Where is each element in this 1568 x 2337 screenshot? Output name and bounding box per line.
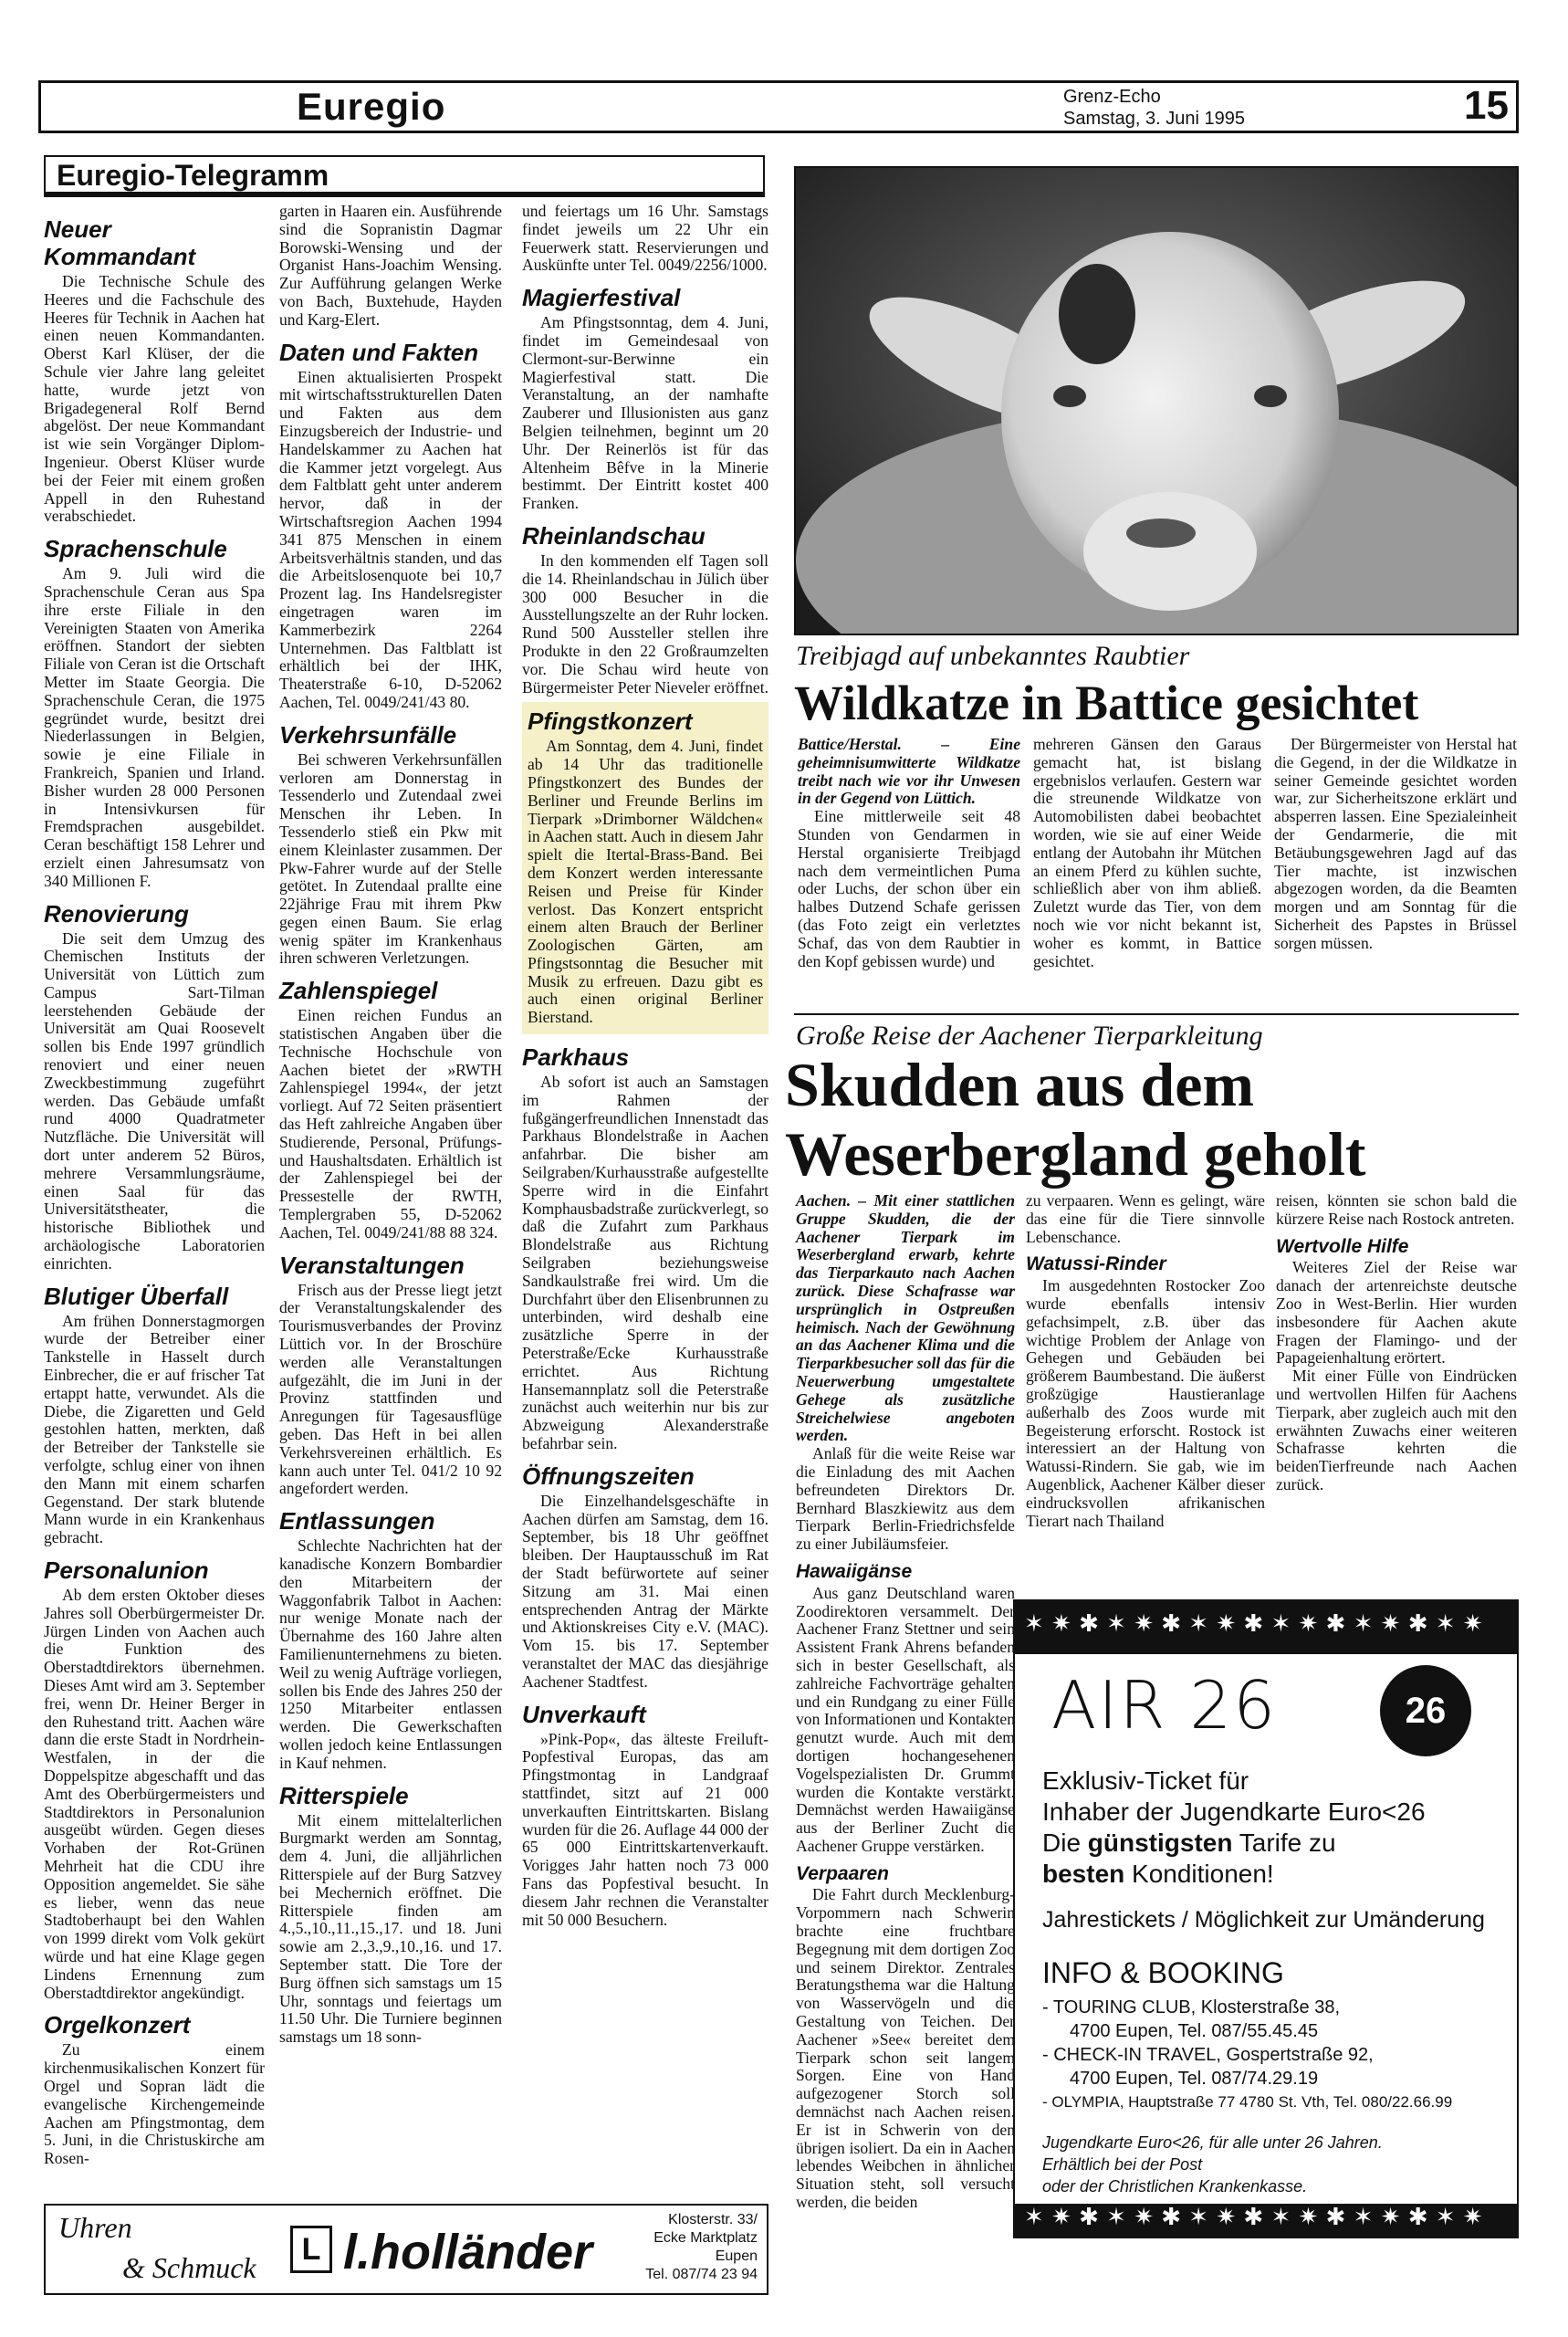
article-text: reisen, könnten sie schon bald die kürzere Reise nach Rostock antreten. — [1276, 1191, 1517, 1228]
article-text: Zu einem kirchenmusikalischen Konzert für Orgel und Sopran lädt die evangelische Kirchengemeinde Aachen am Pfingstmontag, dem 5. Juni, in die Christuskirche am Rosen- — [44, 2040, 265, 2168]
air26-logo-icon — [1380, 1665, 1471, 1756]
paper-date: Samstag, 3. Juni 1995 — [1063, 109, 1246, 129]
ad-top-band: ✶ ✷ ✱ ✶ ✷ ✱ ✶ ✷ ✱ ✶ ✷ ✱ ✶ ✷ ✱ ✶ ✷ — [1015, 1601, 1517, 1654]
ad-text: & Schmuck — [122, 2251, 256, 2284]
article-text: Die Einzelhandelsgeschäfte in Aachen dürfen am Samstag, dem 16. September, bis 18 Uhr geöffnet bleiben. Der Hauptausschuß im Rat der Stadt befürwortete auf seiner Sitzung am 31. Mai einen entsprechenden Antrag der Märkte und Aktionskreises City e.V. (MAC). Vom 15. bis 17. September veranstaltet der MAC das diesjährige Aachener Stadtfest. — [522, 1491, 768, 1691]
article-text: »Pink-Pop«, das älteste Freiluft-Popfestival Europas, das am Pfingstmontag in Landgraaf stattfindet, sitzt auf 21 000 unverkauften Eintrittskarten. Bislang wurden für die 26. Auflage 44 000 der 65 000 Eintrittskartenverkauft. Vorigges Jahr hatten noch 73 000 Fans das Popfestival besucht. In diesem Jahr rechnen die Veranstalter mit 50 000 Besuchern. — [522, 1729, 768, 1929]
article-text: Weiteres Ziel der Reise war danach der artenreichste deutsche Zoo in West-Berlin. Hier wurden insbesondere für Aachen akute Fragen der Flamingo- und der Papageienhaltung erörtert. — [1276, 1258, 1517, 1368]
ad-line: Jahrestickets / Möglichkeit zur Umänderung — [1042, 1907, 1485, 1933]
article-text: Bei schweren Verkehrsunfällen verloren am Donnerstag in Tessenderlo und Zutendaal zwei Menschen ihr Leben. In Tessenderlo stieß ein Pkw mit einem Kleinlaster zusammen. Der Pkw-Fahrer wurde auf der Stelle getötet. In Zutendaal prallte eine 22jährige Frau mit ihrem Pkw gegen einen Baum. Sie erlag wenig später im Krankenhaus ihren schweren Verletzungen. — [279, 749, 502, 968]
telegram-title: Euregio-Telegramm — [57, 159, 329, 192]
article-text: Einen aktualisierten Prospekt mit wirtschaftsstrukturellen Daten und Fakten aus dem Einzugsbereich der Industrie- und Handelskammer zu Aachen hat die Kammer jetzt vorgelegt. Aus dem Faltblatt geht unter anderem hervor, daß in der Wirtschaftsregion Aachen 1994 341 875 Menschen in einem Arbeitsverhältnis standen, und das die Arbeitslosenquote bei 10,7 Prozent lag. Ins Handelsregister eingetragen waren im Kammerbezirk 2264 Unternehmen. Das Faltblatt ist erhältlich bei der IHK, Theaterstraße 6-10, D-52062 Aachen, Tel. 0049/241/43 80. — [279, 367, 502, 711]
sheep-photo-image — [796, 168, 1519, 635]
article-heading: Neuer Kommandant — [44, 215, 196, 270]
ad-booking-line: 4700 Eupen, Tel. 087/74.29.19 — [1070, 2069, 1319, 2089]
article-subheading: Watussi-Rinder — [1026, 1253, 1166, 1275]
article-heading: Daten und Fakten — [279, 338, 479, 366]
article-text: Schlechte Nachrichten hat der kanadische Konzern Bombardier den Mitarbeitern der Waggonfabrik Talbot in Aachen: nur wenige Monate nach der Übernahme des 160 Jahre alten Familienunternehmens zu bieten. Weil zu wenig Aufträge vorliegen, sollen bis Ende des Jahres 250 der 1250 Mitarbeiter entlassen werden. Die Gewerkschaften wollen jedoch keine Entlassungen in Kauf nehmen. — [279, 1536, 502, 1772]
ad-footnote: Jugendkarte Euro<26, für alle unter 26 Jahren. — [1042, 2133, 1383, 2152]
ad-bottom-band: ✶ ✷ ✱ ✶ ✷ ✱ ✶ ✷ ✱ ✶ ✷ ✱ ✶ ✷ ✱ ✶ ✷ — [1015, 2204, 1517, 2237]
wildkatze-col-3 — [1274, 736, 1517, 953]
paper-name: Grenz-Echo — [1063, 87, 1161, 107]
article-text: Anlaß für die weite Reise war die Einladung des mit Aachen befreundeten Direktors Dr. Bernhard Blaszkiewitz aus dem Tierpark Berlin-Friedrichsfelde zu einer Jubiläumsfeier. — [796, 1444, 1015, 1554]
column-2 — [279, 203, 502, 2047]
wildkatze-headline: Wildkatze in Battice gesichtet — [794, 676, 1419, 730]
article-text: Die Technische Schule des Heeres und die Fachschule des Heeres für Technik in Aachen hat einen neuen Kommandanten. Oberst Karl Klüser, der die Schule vier Jahre lang geleitet hatte, wurde jetzt von Brigadegeneral Rolf Bernd abgelöst. Der neue Kommandant ist wie sein Vorgänger Diplom-Ingenieur. Oberst Klüser wurde bei der Feier mit einem großen Appell in den Ruhestand verabschiedet. — [44, 272, 265, 526]
ad-line: Exklusiv-Ticket für — [1042, 1766, 1249, 1795]
article-text: Am frühen Donnerstagmorgen wurde der Betreiber einer Tankstelle in Hasselt durch Einbrecher, die er auf frischer Tat ertappt hatte, verwundet. Als die Diebe, die Zigaretten und Geld gestohlen hatten, merkten, daß der Betreiber der Tankstelle sie verfolgte, schlug einer von ihnen den Mann mit einem scharfen Gegenstand. Der stark blutende Mann wurde in ein Krankenhaus gebracht. — [44, 1311, 265, 1547]
brand-name: l.holländer — [343, 2225, 593, 2279]
article-heading: Pfingstkonzert — [528, 707, 693, 736]
column-3 — [522, 203, 768, 1929]
ad-line: besten Konditionen! — [1042, 1860, 1274, 1888]
wildkatze-col-2 — [1033, 736, 1261, 970]
ad-text: Uhren — [58, 2211, 132, 2244]
article-text: Frisch aus der Presse liegt jetzt der Veranstaltungskalender des Tourismusverbandes der Provinz Lüttich vor. In der Broschüre werden alle Veranstaltungen aufgezählt, die im Juni in der Provinz stattfinden und Anregungen für Tagesausflüge geben. Das Heft in bei allen Verkehrsvereinen erhältlich. Es kann auch unter Tel. 041/2 10 92 angefordert werden. — [279, 1280, 502, 1498]
article-heading: Entlassungen — [279, 1507, 435, 1535]
air26-ad — [1013, 1599, 1519, 2238]
skudden-col-3 — [1276, 1192, 1517, 1494]
article-heading: Verkehrsunfälle — [279, 720, 457, 749]
ad-booking-line: 4700 Eupen, Tel. 087/55.45.45 — [1070, 2021, 1319, 2041]
article-subheading: Hawaiigänse — [796, 1560, 913, 1582]
sheep-photo — [794, 166, 1519, 635]
ad-booking-line: - TOURING CLUB, Klosterstraße 38, — [1042, 1997, 1341, 2017]
article-heading: Blutiger Überfall — [44, 1282, 229, 1310]
article-text: Am Sonntag, dem 4. Juni, findet ab 14 Uhr das traditionelle Pfingstkonzert des Bundes der Berliner und Freunde Berlins im Tierpark »Drimborner Wäldchen« in Aachen statt. Auch in diesem Jahr spielt die Itertal-Brass-Band. Bei dem Konzert werden interessante Reisen und Preise für Kinder verlost. Das Konzert entspricht einem alten Brauch der Berliner Zoologischen Gärten, am Pfingstsonntag die Besucher mit Musik zu erfreuen. Dazu gibt es auch einen original Berliner Bierstand. — [528, 737, 763, 1027]
article-heading: Veranstaltungen — [279, 1251, 465, 1279]
article-text: Mit einer Fülle von Eindrücken und wertvollen Hilfen für Aachens Tierpark, aber zugleich auch mit den erwähnten Zuwachs einer weiteren Schafrasse kehrten die beidenTierfreunde nach Aachen zurück. — [1276, 1367, 1517, 1493]
article-subheading: Verpaaren — [796, 1862, 889, 1884]
ad-booking-line: - OLYMPIA, Hauptstraße 77 4780 St. Vth, Tel. 080/22.66.99 — [1042, 2093, 1453, 2111]
article-text: Ab sofort ist auch an Samstagen im Rahmen der fußgängerfreundlichen Innenstadt das Parkhaus Blondelstraße in Aachen anfahrbar. Die bisher am Seilgraben/Kurhausstraße aufgestellte Sperre wird in die Einfahrt Komphausbadstraße zurückverlegt, so daß die Zufahrt zum Parkhaus Blondelstraße aus Richtung Seilgraben beziehungsweise Sandkaulstraße frei wird. Um die Durchfahrt über den Elisenbrunnen zu unterbinden, wird deshalb eine zusätzliche Sperre in der Peterstraße/Ecke Kurhausstraße errichtet. Aus Richtung Hansemannplatz soll die Peterstraße zunächst auch weiterhin nur bis zur Abzweigung Alexanderstraße befahrbar sein. — [522, 1073, 768, 1453]
article-heading: Renovierung — [44, 899, 189, 927]
ad-badge: 26 — [1405, 1691, 1447, 1731]
telegram-banner — [44, 155, 765, 197]
ad-title: AIR 26 — [1051, 1667, 1278, 1744]
article-text: Im ausgedehnten Rostocker Zoo wurde ebenfalls intensiv gefachsimpelt, z.B. über das wichtige Problem der Anlage von Gehegen und Gebäuden bei größerem Baumbestand. Die äußerst großzügige Haustieranlage außerhalb des Zoos wurde mit Begeisterung erforscht. Rostock ist interessiert an der Haltung von Watussi-Rindern. Sie gab, wie im Augenblick, Aachener Kälber dieser eindrucksvollen afrikanischen Tierart nach Thailand — [1026, 1276, 1265, 1530]
wildkatze-kicker: Treibjagd auf unbekanntes Raubtier — [796, 641, 1190, 671]
article-heading: Personalunion — [44, 1556, 209, 1584]
ad-line: Die günstigsten Tarife zu — [1042, 1829, 1336, 1857]
article-heading: Zahlenspiegel — [279, 977, 438, 1005]
page-number: 15 — [1464, 83, 1509, 128]
divider — [794, 1013, 1519, 1015]
hollaender-ad — [44, 2204, 768, 2295]
article-heading: Parkhaus — [522, 1043, 630, 1072]
article-heading: Öffnungszeiten — [522, 1462, 695, 1490]
article-heading: Rheinlandschau — [522, 521, 706, 550]
page-header — [38, 80, 1519, 133]
article-text: garten in Haaren ein. Ausführende sind die Sopranistin Dagmar Borowski-Wensing und der Organist Hans-Joachim Wensing. Zur Aufführung gelangen Werke von Bach, Buxtehude, Hayden und Karg-Elert. — [279, 202, 502, 329]
article-heading: Ritterspiele — [279, 1781, 409, 1809]
wildkatze-lead: Battice/Herstal. – Eine geheimnisumwitterte Wildkatze treibt nach wie vor ihr Unwesen in der Gegend von Lüttich. — [798, 735, 1020, 808]
article-text: mehreren Gänsen den Garaus gemacht hat, ist bislang ergebnislos verlaufen. Gestern war die streunende Wildkatze von Automobilisten dabei beobachtet worden, wie sie auf einer Weide entlang der Autobahn ihr Mütchen an einem Pferd zu kühlen suchte, schließlich aber von ihm abließ. Zuletzt wurde das Tier, von dem noch wie vor nicht bekannt ist, woher es kommt, in Battice gesichtet. — [1033, 735, 1261, 970]
article-text: Die seit dem Umzug des Chemischen Instituts der Universität von Lüttich zum Campus Sart-Tilman leerstehenden Gebäude der Universität am Quai Roosevelt sollen bis Ende 1997 gründlich renoviert und einer neuen Zweckbestimmung zugeführt werden. Das Gebäude umfaßt rund 4000 Quadratmeter Nutzfläche. Die Universität will dort unter anderem 52 Büros, mehrere Versammlungsräume, einen Saal für das Universitätstheater, die historische Bibliothek und archäologische Laboratorien einrichten. — [44, 928, 265, 1273]
column-1 — [44, 215, 265, 2168]
article-text: Ab dem ersten Oktober dieses Jahres soll Oberbürgermeister Dr. Jürgen Linden von Aachen auch die Funktion des Oberstadtdirektors übernehmen. Dieses Amt wird am 3. September frei, wenn Dr. Heiner Berger in den Ruhestand tritt. Aachen wäre dann die erste Stadt in Nordrhein-Westfalen, in der die Doppelspitze abgeschafft und das Amt des Oberbürgermeisters und Stadtdirektors in Personalunion ausgeübt würden. Gegen dieses Vorhaben der Rot-Grünen Mehrheit hat die CDU ihre Opposition angemeldet. Sie sähe es lieber, wenn das neue Stadtoberhaupt bei den Wahlen von 1999 direkt vom Volk gekürt würde und hat eine Klage gegen Lindens Ernennung zum Oberstadtdirektor angekündigt. — [44, 1586, 265, 2002]
article-text: Am 9. Juli wird die Sprachenschule Ceran aus Spa ihre erste Filiale in den Vereinigten Staaten von Amerika eröffnen. Standort der siebten Filiale von Ceran ist die Ortschaft Metter im Staate Georgia. Die Sprachenschule Ceran, die 1975 gegründet wurde, besitzt drei Niederlassungen in Belgien, sowie je eine Filiale in Frankreich, Spanien und Irland. Bisher wurden 28 000 Personen in Intensivkursen für Fremdsprachen ausgebildet. Ceran beschäftigt 158 Lehrer und erzielt einen Jahresumsatz von 340 Millionen F. — [44, 564, 265, 890]
article-heading: Sprachenschule — [44, 535, 227, 563]
paper-info — [1063, 86, 1245, 130]
skudden-kicker: Große Reise der Aachener Tierparkleitung — [796, 1021, 1263, 1051]
skudden-lead: Aachen. – Mit einer stattlichen Gruppe Skudden, die der Aachener Tierpark im Weserbergland erwarb, kehrte das Tierparkauto nach Aachen zurück. Diese Schafrasse war ursprünglich in Ostpreußen heimisch. Nach der Gewöhnung an das Aachener Klima und die Tierparkbesucher soll das für die Neuerwerbung umgestaltete Gehege als zusätzliche Streichelwiese angeboten werden. — [796, 1191, 1015, 1445]
article-text: Die Fahrt durch Mecklenburg-Vorpommern nach Schwerin brachte eine fruchtbare Begegnung mit dem dortigen Zoo und seinem Direktor. Zentrales Beratungsthema war die Haltung von Wasservögeln und die Gestaltung von Teichen. Der Aachener »See« bereitet dem Tierpark schon seit langem Sorgen. Eine von Hand aufgezogener Storch soll demnächst nach Aachen reisen. Er ist in Schwerin von den übrigen isoliert. Da ein in Aachen lebendes Weibchen in ähnlicher Situation steht, soll versucht werden, die beiden — [796, 1885, 1015, 2212]
article-text: zu verpaaren. Wenn es gelingt, wäre das eine für die Tiere sinnvolle Lebenschance. — [1026, 1191, 1265, 1246]
ad-footnote: oder der Christlichen Krankenkasse. — [1042, 2177, 1308, 2196]
article-text: Der Bürgermeister von Herstal hat die Gegend, in der die Wildkatze in seiner Gemeinde gesichtet worden war, zur Sicherheitszone erklärt und absperren lassen. Eine Spezialeinheit der Gendarmerie, die mit Betäubungsgewehren Jagd auf das Tier machte, ist inzwischen abgezogen worden, da die Beamten morgen und am Sonntag für die Sicherheit des Papstes in Brüssel sorgen müssen. — [1274, 735, 1517, 952]
article-text: In den kommenden elf Tagen soll die 14. Rheinlandschau in Jülich über 300 000 Besucher in die Ausstellungszelte an der Ruhr locken. Rund 500 Aussteller stellen ihre Produkte in den 22 Großraumzelten vor. Die Schau wird heute von Bürgermeister Peter Nieveler eröffnet. — [522, 550, 768, 697]
skudden-headline-2: Weserbergland geholt — [785, 1119, 1366, 1189]
ad-footnote: Erhältlich bei der Post — [1042, 2155, 1203, 2174]
article-heading: Magierfestival — [522, 284, 681, 312]
brand-address: Klosterstr. 33/ Ecke Marktplatz Eupen Tel. 087/74 23 94 — [645, 2212, 758, 2282]
article-text: Mit einem mittelalterlichen Burgmarkt werden am Sonntag, dem 4. Juni, die alljährlichen Ritterspiele auf der Burg Satzvey bei Mechernich eröffnet. Die Ritterspiele finden am 4.,5.,10.,11.,15.,17. und 18. Juni sowie am 2.,3.,9.,10.,16. und 17. September statt. Die Tore der Burg öffnen sich samstags um 15 Uhr, sonntags und feiertags um 11.50 Uhr. Die Turniere beginnen samstags um 18 sonn- — [279, 1810, 502, 2047]
article-subheading: Wertvolle Hilfe — [1276, 1235, 1409, 1257]
skudden-col-2 — [1026, 1192, 1265, 1530]
article-text: Am Pfingstsonntag, dem 4. Juni, findet im Gemeindesaal von Clermont-sur-Berwinne ein Magierfestival statt. Die Veranstaltung, an der namhafte Zauberer und Illusionisten aus ganz Belgien teilnehmen, beginnt um 20 Uhr. Der Reinerlös ist für das Altenheim Bêfve in la Minerie bestimmt. Der Eintritt kostet 400 Franken. — [522, 313, 768, 513]
article-text: Einen reichen Fundus an statistischen Angaben über die Technische Hochschule von Aachen bietet der »RWTH Zahlenspiegel 1994«, der jetzt vorliegt. Auf 72 Seiten präsentiert das Heft zahlreiche Angaben über Studierende, Personal, Prüfungs-und Haushaltsdaten. Erhältlich ist der Zahlenspiegel bei der Pressestelle der RWTH, Templergraben 55, D-52062 Aachen, Tel. 0049/241/88 88 324. — [279, 1006, 502, 1242]
article-text: Eine mittlerweile seit 48 Stunden von Gendarmen in Herstal organisierte Treibjagd nach dem vermeintlichen Puma oder Luchs, der schon über ein halbes Dutzend Schafe gerissen (das Foto zeigt ein verletztes Schaf, das von dem Raubtier in den Kopf gebissen wurde) und — [798, 807, 1020, 970]
skudden-headline-1: Skudden aus dem — [785, 1050, 1255, 1119]
article-text: Aus ganz Deutschland waren Zoodirektoren versammelt. Der Aachener Franz Stettner und sein Assistent Frank Ahrens befanden sich in bester Gesellschaft, als zahlreiche Fachvorträge gehalten und ein Rundgang zu einer Fülle von Informationen und Kontakten genutzt wurde. Auch mit dem dortigen hochangesehenen Vogelspezialisten Dr. Grummt wurden die Kontakte verstärkt. Demnächst werden Hawaiigänse aus der Berliner Zucht die Aachener Gruppe verstärken. — [796, 1583, 1015, 1855]
ad-info-heading: INFO & BOOKING — [1042, 1956, 1284, 1989]
brand-logo-icon: L — [290, 2226, 332, 2273]
section-title: Euregio — [297, 85, 446, 128]
wildkatze-col-1 — [798, 736, 1020, 970]
skudden-col-1 — [796, 1192, 1015, 2212]
ad-line: Inhaber der Jugendkarte Euro<26 — [1042, 1797, 1426, 1826]
article-heading: Orgelkonzert — [44, 2011, 191, 2039]
article-text: und feiertags um 16 Uhr. Samstags findet jeweils um 22 Uhr ein Feuerwerk statt. Reservierungen und Auskünfte unter Tel. 0049/2256/1000. — [522, 202, 768, 275]
article-heading: Unverkauft — [522, 1700, 646, 1728]
highlighted-article — [522, 702, 768, 1034]
ad-booking-line: - CHECK-IN TRAVEL, Gospertstraße 92, — [1042, 2045, 1374, 2065]
